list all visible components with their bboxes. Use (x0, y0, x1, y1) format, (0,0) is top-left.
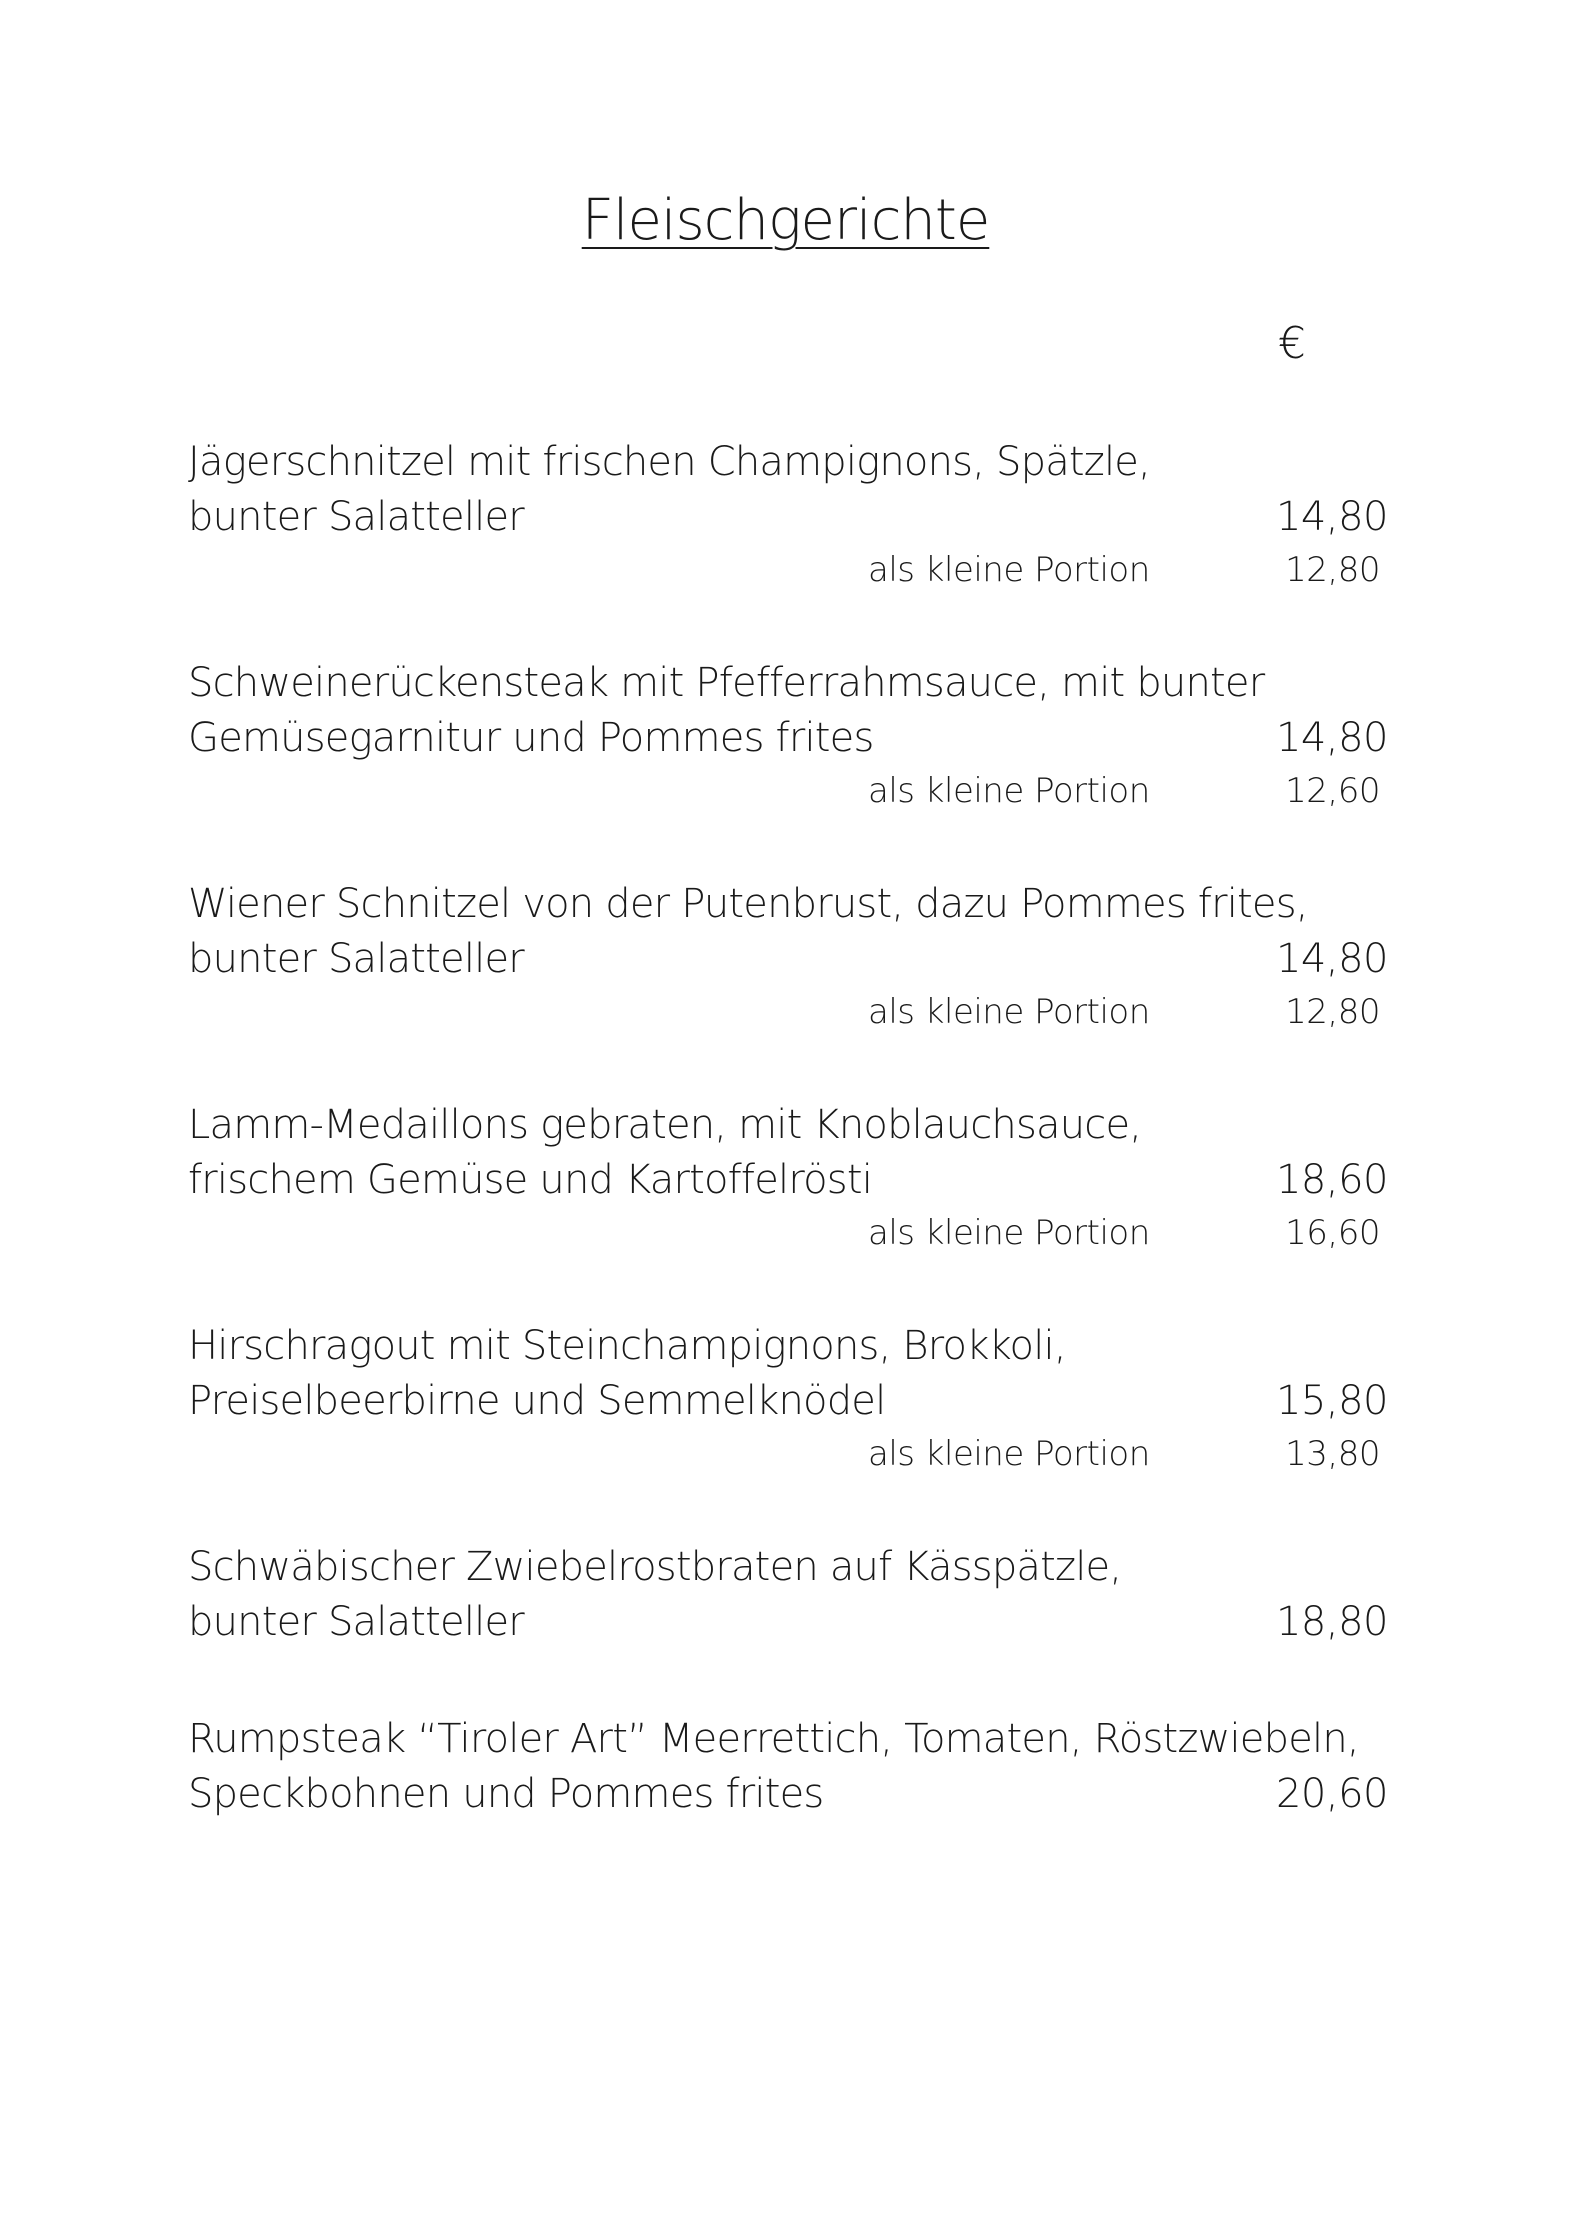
dish-description-line-1: Hirschragout mit Steinchampignons, Brokkoli, (188, 1323, 1066, 1369)
dish-description-line-1: Wiener Schnitzel von der Putenbrust, dazu Pommes frites, (188, 881, 1308, 927)
small-portion-price: 12,80 (1285, 550, 1380, 590)
dish-price: 14,80 (1275, 936, 1388, 982)
dish-description-line-2 (188, 490, 1388, 545)
small-portion-row (188, 545, 1388, 595)
dish-price: 18,80 (1275, 1599, 1388, 1645)
small-portion-label: als kleine Portion (868, 771, 1150, 811)
page-title (0, 188, 1571, 253)
small-portion-label: als kleine Portion (868, 1213, 1150, 1253)
menu-item (188, 1540, 1388, 1650)
dish-description-line-1: Jägerschnitzel mit frischen Champignons, Spätzle, (188, 439, 1151, 485)
dish-description-text: Preiselbeerbirne und Semmelknödel (188, 1378, 886, 1424)
dish-price: 20,60 (1275, 1771, 1388, 1817)
menu-item (188, 435, 1388, 595)
page-title-text: Fleischgerichte (581, 188, 990, 253)
dish-description-line-1: Rumpsteak “Tiroler Art” Meerrettich, Tomaten, Röstzwiebeln, (188, 1716, 1359, 1762)
menu-item (188, 1098, 1388, 1258)
menu-item (188, 877, 1388, 1037)
dish-description-line-2 (188, 1374, 1388, 1429)
small-portion-label: als kleine Portion (868, 992, 1150, 1032)
small-portion-label: als kleine Portion (868, 1434, 1150, 1474)
dish-description-line-2 (188, 1595, 1388, 1650)
dish-description-text: Speckbohnen und Pommes frites (188, 1771, 824, 1817)
menu-item (188, 1319, 1388, 1479)
dish-price: 14,80 (1275, 494, 1388, 540)
small-portion-label: als kleine Portion (868, 550, 1150, 590)
menu-item (188, 1712, 1388, 1822)
dish-description-line-1: Schweinerückensteak mit Pfefferrahmsauce, mit bunter (188, 660, 1265, 706)
small-portion-price: 12,60 (1285, 771, 1380, 811)
dish-description-line-1: Lamm-Medaillons gebraten, mit Knoblauchsauce, (188, 1102, 1142, 1148)
dish-price: 14,80 (1275, 715, 1388, 761)
dish-description-text: frischem Gemüse und Kartoffelrösti (188, 1157, 873, 1203)
dish-price: 15,80 (1275, 1378, 1388, 1424)
currency-header: € (1278, 318, 1306, 369)
dish-description-line-2 (188, 1767, 1388, 1822)
small-portion-row (188, 987, 1388, 1037)
dish-description-text: Gemüsegarnitur und Pommes frites (188, 715, 874, 761)
dish-description-text: bunter Salatteller (188, 1599, 524, 1645)
small-portion-price: 16,60 (1285, 1213, 1380, 1253)
small-portion-row (188, 1208, 1388, 1258)
dish-description-text: bunter Salatteller (188, 936, 524, 982)
menu-item (188, 656, 1388, 816)
dish-price: 18,60 (1275, 1157, 1388, 1203)
small-portion-row (188, 766, 1388, 816)
dish-description-text: bunter Salatteller (188, 494, 524, 540)
dish-description-line-2 (188, 711, 1388, 766)
small-portion-price: 12,80 (1285, 992, 1380, 1032)
small-portion-row (188, 1429, 1388, 1479)
small-portion-price: 13,80 (1285, 1434, 1380, 1474)
dish-description-line-2 (188, 932, 1388, 987)
dish-description-line-1: Schwäbischer Zwiebelrostbraten auf Kässpätzle, (188, 1544, 1122, 1590)
dish-description-line-2 (188, 1153, 1388, 1208)
